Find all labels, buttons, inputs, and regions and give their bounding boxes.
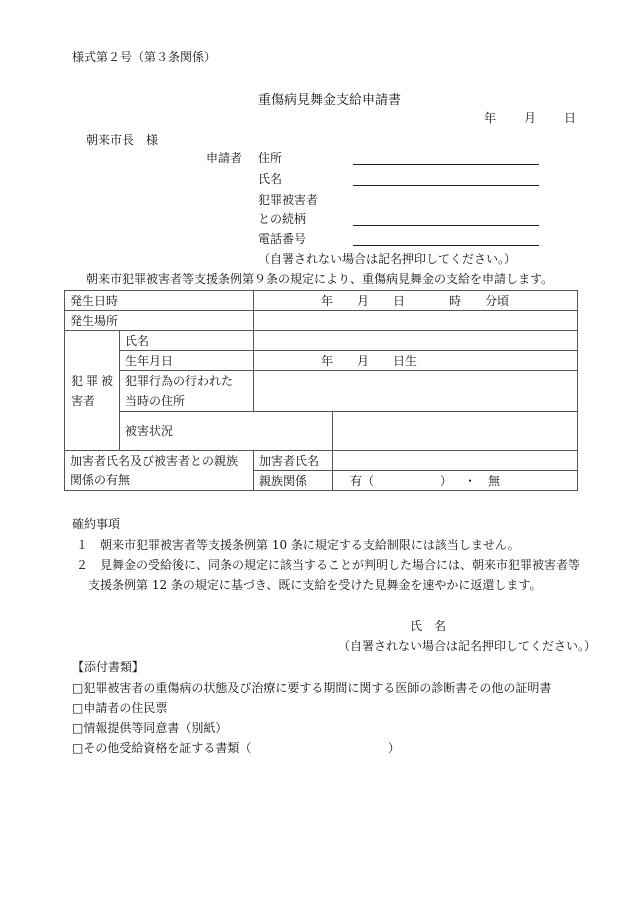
application-table	[64, 290, 578, 491]
occurred-place-label: 発生場所	[65, 311, 254, 331]
dt-year: 年	[321, 293, 334, 308]
name-label: 氏名	[258, 172, 283, 186]
table-row	[65, 351, 578, 371]
birth-year: 年	[321, 353, 334, 368]
signature-note: （自署されない場合は記名押印してください。）	[338, 639, 597, 653]
kinship-yes: 有（	[350, 473, 375, 488]
victim-label	[65, 331, 120, 451]
victim-label-2: 害者	[71, 393, 96, 408]
dt-month: 月	[357, 293, 370, 308]
pledge-item2-line1: 見舞金の受給後に、同条の規定に該当することが判明した場合には、朝来市犯罪被害者等	[100, 558, 581, 572]
occurred-datetime-value[interactable]	[254, 291, 578, 311]
attachment-item[interactable]: □その他受給資格を証する書類（	[72, 741, 252, 755]
perpetrator-name-label: 加害者氏名	[254, 451, 333, 471]
table-row	[65, 311, 578, 331]
pledge-item1-number: １	[76, 538, 89, 552]
form-title: 重傷病見舞金支給申請書	[258, 93, 402, 108]
damage-value[interactable]	[333, 412, 578, 451]
kinship-close-paren: ）	[440, 473, 453, 488]
attachment-close-paren: ）	[388, 741, 401, 755]
date-day: 日	[564, 111, 577, 125]
crime-address-value[interactable]	[254, 371, 578, 412]
relation-label-2: との続柄	[258, 212, 307, 226]
attachments-heading: 【添付書類】	[72, 660, 145, 674]
attachment-item[interactable]: □申請者の住民票	[72, 701, 168, 715]
attachment-item[interactable]: □犯罪被害者の重傷病の状態及び治療に要する期間に関する医師の診断書その他の証明書	[72, 681, 552, 695]
table-row	[65, 291, 578, 311]
applicant-label: 申請者	[206, 151, 243, 165]
birth-day: 日生	[393, 353, 418, 368]
kinship-value[interactable]	[333, 471, 578, 491]
phone-field[interactable]	[353, 245, 539, 246]
form-number: 様式第２号（第３条関係）	[72, 50, 217, 64]
crime-address-label-1: 犯罪行為の行われた	[125, 374, 234, 388]
perpetrator-name-value[interactable]	[333, 451, 578, 471]
address-label: 住所	[258, 151, 283, 165]
date-month: 月	[524, 111, 537, 125]
phone-label: 電話番号	[258, 232, 307, 246]
address-field[interactable]	[353, 164, 539, 165]
pledge-item2-number: ２	[76, 558, 89, 572]
relation-field[interactable]	[353, 225, 539, 226]
occurred-place-value[interactable]	[254, 311, 578, 331]
table-row	[65, 471, 578, 491]
intro-text: 朝来市犯罪被害者等支援条例第９条の規定により、重傷病見舞金の支給を申請します。	[86, 272, 554, 286]
perpetrator-label-1: 加害者氏名及び被害者との親族	[65, 451, 254, 471]
birth-month: 月	[357, 353, 370, 368]
victim-birth-value[interactable]	[254, 351, 578, 371]
kinship-label: 親族関係	[254, 471, 333, 491]
applicant-seal-note: （自署されない場合は記名押印してください。）	[258, 252, 517, 266]
pledge-heading: 確約事項	[72, 517, 121, 531]
table-row	[65, 331, 578, 351]
addressee: 朝来市長 様	[86, 133, 159, 147]
victim-birth-label: 生年月日	[120, 351, 254, 371]
dt-minute: 分頃	[485, 293, 510, 308]
table-row	[65, 451, 578, 471]
date-year: 年	[484, 111, 497, 125]
dt-day: 日	[393, 293, 406, 308]
table-row	[65, 371, 578, 412]
perpetrator-label-2: 関係の有無	[65, 471, 254, 491]
crime-address-label	[120, 371, 254, 412]
relation-label-1: 犯罪被害者	[258, 193, 319, 207]
occurred-datetime-label: 発生日時	[65, 291, 254, 311]
pledge-item2-line2: 支援条例第 12 条の規定に基づき、既に支給を受けた見舞金を速やかに返還します。	[88, 578, 542, 592]
damage-label: 被害状況	[120, 412, 333, 451]
victim-name-label: 氏名	[120, 331, 254, 351]
table-row	[65, 412, 578, 451]
name-field[interactable]	[353, 185, 539, 186]
attachment-item[interactable]: □情報提供等同意書（別紙）	[72, 721, 228, 735]
victim-label-1: 犯罪被	[71, 373, 117, 388]
dt-hour: 時	[449, 293, 462, 308]
kinship-dot: ・	[464, 473, 477, 488]
pledge-item1: 朝来市犯罪被害者等支援条例第 10 条に規定する支給制限には該当しません。	[100, 538, 520, 552]
crime-address-label-2: 当時の住所	[125, 394, 186, 408]
kinship-no: 無	[488, 473, 501, 488]
signature-name-label: 氏 名	[410, 619, 447, 633]
victim-name-value[interactable]	[254, 331, 578, 351]
